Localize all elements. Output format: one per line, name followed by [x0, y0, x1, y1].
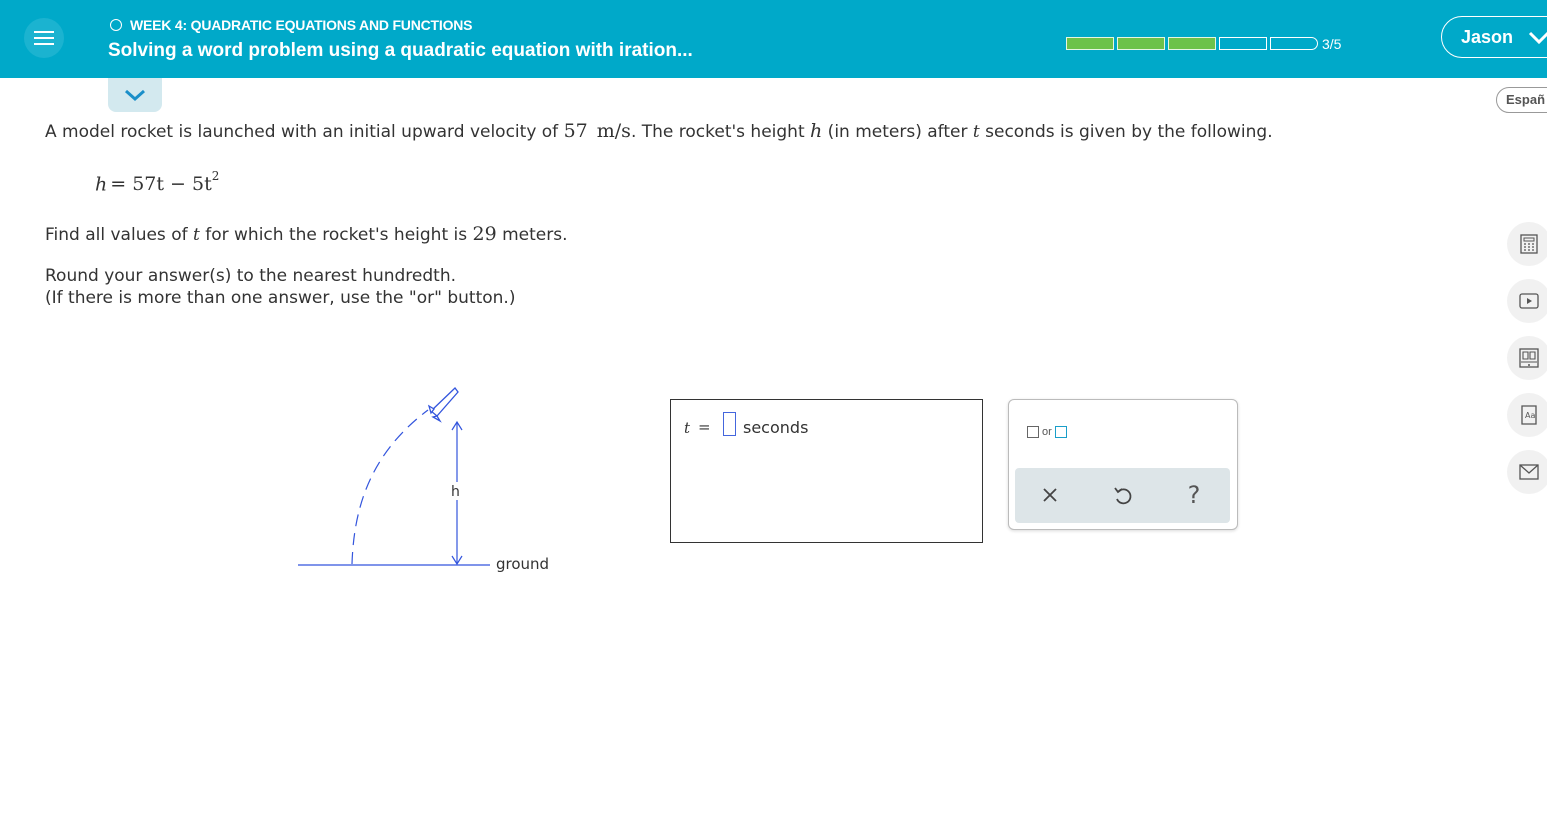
undo-icon: [1107, 480, 1137, 510]
user-name: Jason: [1461, 27, 1514, 47]
problem-text: Find all values of: [45, 225, 193, 245]
answer-var: t: [684, 419, 691, 437]
placeholder-box-icon: [1055, 426, 1067, 438]
answer-box: [670, 399, 983, 543]
var-t: t: [193, 225, 200, 245]
answer-input[interactable]: [723, 412, 736, 436]
progress-segment: [1066, 37, 1114, 50]
topic-circle-icon: [110, 19, 122, 31]
clear-button[interactable]: [1035, 480, 1065, 510]
or-label: or: [1042, 426, 1052, 438]
message-icon: [1518, 461, 1540, 483]
help-button[interactable]: ?: [1187, 481, 1201, 509]
textbook-icon: [1518, 347, 1540, 369]
height-value: 29: [472, 223, 497, 245]
menu-icon-line: [34, 43, 54, 45]
problem-text: seconds is given by the following.: [979, 122, 1273, 142]
user-menu-button[interactable]: [1441, 16, 1547, 58]
progress-segment: [1117, 37, 1165, 50]
glossary-button[interactable]: [1507, 393, 1547, 437]
problem-text: A model rocket is launched with an initial upward velocity of: [45, 122, 564, 142]
round-note: Round your answer(s) to the nearest hundredth.: [45, 266, 456, 286]
top-bar: [0, 0, 1547, 78]
collapse-tab[interactable]: [108, 78, 162, 112]
topic-label: WEEK 4: QUADRATIC EQUATIONS AND FUNCTIONS: [130, 17, 473, 33]
ground-label: ground: [496, 555, 550, 573]
problem-text: meters.: [496, 225, 568, 245]
chevron-down-icon: [1528, 31, 1547, 45]
answer-unit: seconds: [743, 418, 809, 437]
menu-button[interactable]: [24, 18, 64, 58]
rocket-icon: [429, 388, 458, 421]
problem-intro: [45, 120, 1273, 142]
velocity-value: 57: [563, 120, 588, 142]
page-title: Solving a word problem using a quadratic equation with iration...: [108, 40, 693, 61]
velocity-unit: m/s: [596, 120, 631, 142]
problem-text: . The rocket's height: [630, 122, 811, 142]
equation-lhs: h: [95, 173, 108, 196]
language-button[interactable]: Españ: [1496, 87, 1547, 113]
or-button[interactable]: [1027, 426, 1067, 438]
trajectory-path: [352, 410, 428, 564]
progress-segment: [1219, 37, 1267, 50]
progress-bar: [1066, 37, 1321, 50]
glossary-label: Aa: [1525, 411, 1536, 420]
video-button[interactable]: [1507, 279, 1547, 323]
close-icon: [1035, 480, 1065, 510]
topic-heading: [110, 17, 472, 33]
menu-icon-line: [34, 37, 54, 39]
var-t: t: [972, 122, 980, 142]
equation-rhs: = 57t − 5t: [110, 173, 212, 196]
video-icon: [1518, 290, 1540, 312]
problem-text: (in meters) after: [822, 122, 973, 142]
undo-button[interactable]: [1107, 480, 1137, 510]
equation-exponent: 2: [211, 169, 220, 183]
tool-row: [1015, 468, 1230, 523]
answer-equals: =: [698, 418, 711, 436]
var-h: h: [810, 120, 823, 142]
progress-segment: [1168, 37, 1216, 50]
progress-segment: [1270, 37, 1318, 50]
or-note: (If there is more than one answer, use the "or" button.): [45, 288, 516, 308]
placeholder-box-icon: [1027, 426, 1039, 438]
height-label: h: [451, 484, 460, 500]
answer-toolbox: [1008, 399, 1238, 530]
problem-text: for which the rocket's height is: [199, 225, 473, 245]
calculator-icon: [1518, 233, 1540, 255]
message-button[interactable]: [1507, 450, 1547, 494]
menu-icon-line: [34, 31, 54, 33]
progress-count: 3/5: [1322, 36, 1342, 52]
calculator-button[interactable]: [1507, 222, 1547, 266]
textbook-button[interactable]: [1507, 336, 1547, 380]
rocket-diagram: [290, 380, 590, 580]
glossary-icon: [1518, 404, 1540, 426]
find-instruction: [45, 223, 568, 245]
height-equation: [95, 169, 220, 196]
chevron-down-icon: [124, 89, 146, 102]
